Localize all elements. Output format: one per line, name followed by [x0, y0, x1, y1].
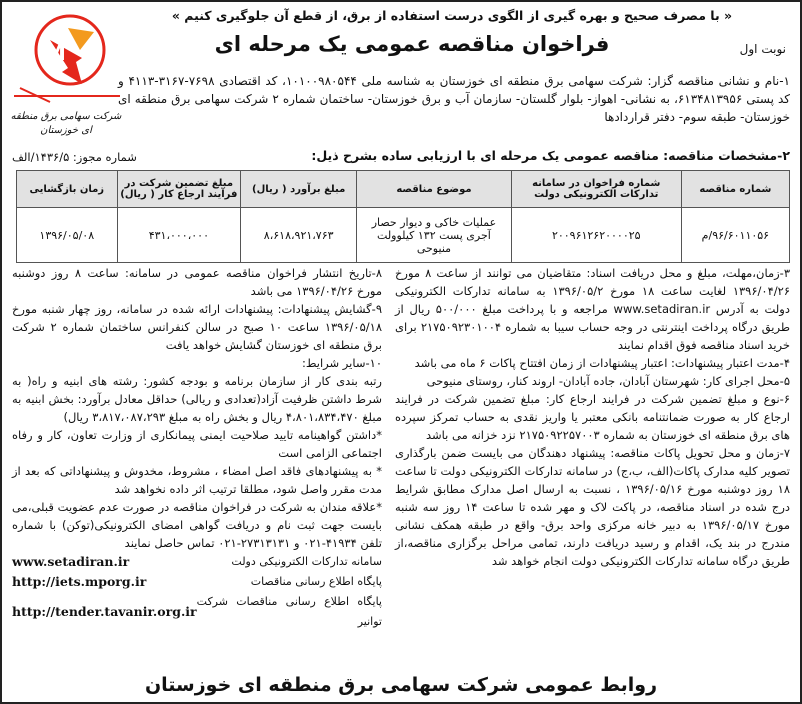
header-opening-date: زمان بازگشایی [17, 171, 118, 208]
cell-subject: عملیات خاکی و دیوار حصار آجری پست ۱۳۲ کیلوولت منیوحی [357, 208, 512, 263]
link-url[interactable]: www.setadiran.ir [12, 554, 130, 569]
header-call-number: شماره فراخوان در سامانه تدارکات الکترونیکی دولت [511, 171, 681, 208]
link-row [12, 552, 382, 572]
link-row [12, 592, 382, 632]
spec-heading: ۲-مشخصات مناقصه: مناقصه عمومی یک مرحله ای با ارزیابی ساده بشرح ذیل: [311, 148, 790, 163]
svg-text:M: M [44, 41, 66, 66]
table-header-row [17, 171, 790, 208]
left-column [12, 264, 382, 632]
section-6: ۶-نوع و مبلغ تضمین شرکت در فرایند ارجاع کار: مبلغ تضمین شرکت در فرایند ارجاع کار به صورت ضمانتنامه بانکی معتبر یا واریز نقدی به حساب تمرکز سپرده های برق منطقه ای خوزستان به شماره ۲۱۷۵۰۹۲۲۵۷۰۰۳ نزد خزانه می باشد [395, 392, 790, 442]
table-row [17, 208, 790, 263]
link-label: پایگاه اطلاع رسانی مناقصات [250, 575, 382, 588]
link-label: سامانه تدارکات الکترونیکی دولت [231, 555, 382, 568]
logo-icon [10, 10, 122, 120]
round-label: نوبت اول [739, 42, 786, 56]
logo-caption: شرکت سهامی برق منطقه ای خوزستان [10, 111, 122, 136]
notice-title: فراخوان مناقصه عمومی یک مرحله ای [214, 32, 610, 56]
section-3: ۳-زمان،مهلت، مبلغ و محل دریافت اسناد: متقاضیان می توانند از ساعت ۸ مورخ ۱۳۹۶/۰۴/۲۶ لغایت ساعت ۱۸ مورخ ۱۳۹۶/۰۵/۲ به سامانه تدارکات الکترونیکی دولت به آدرس www.setadiran.ir مراجعه و با پرداخت مبلغ ۵۰۰/۰۰۰ ریال از طریق درگاه پرداخت اینترنتی در وجه حساب سیبا به شماره ۲۱۷۵۰۹۲۳۰۱۰۰۴ برای خرید اسناد مناقصه فوق اقدام نمایند [395, 266, 790, 352]
section-9: ۹-گشایش پیشنهادات: پیشنهادات ارائه شده در سامانه، روز چهار شنبه مورخ ۱۳۹۶/۰۵/۱۸ ساعت ۱۰ صبح در سالن کنفرانس ساختمان شماره ۲ شرکت برق منطقه ای خوزستان گشایش خواهد یافت [12, 302, 382, 352]
organizer-section: ۱-نام و نشانی مناقصه گزار: شرکت سهامی برق منطقه ای خوزستان به شناسه ملی ۱۰۱۰۰۹۸۰۵۴۴، کد اقتصادی ۷۶۹۸-۳۱۶۷-۴۱۱۳ و کد پستی ۶۱۳۴۸۱۳۹۵۶، به نشانی- اهواز- بلوار گلستان- سازمان آب و برق خوزستان- ساختمان شماره ۲ شرکت سهامی برق منطقه ای خوزستان- طبقه سوم- دفتر قراردادها [118, 74, 790, 124]
right-column [395, 264, 790, 570]
section-10-heading: ۱۰-سایر شرایط: [301, 356, 382, 370]
link-label: پایگاه اطلاع رسانی مناقصات شرکت توانیر [196, 595, 382, 628]
link-url[interactable]: http://tender.tavanir.org.ir [12, 604, 197, 619]
cell-guarantee: ۴۳۱،۰۰۰،۰۰۰ [117, 208, 241, 263]
section-7: ۷-زمان و محل تحویل پاکات مناقصه: پیشنهاد دهندگان می بایست ضمن بارگذاری تصویر کلیه مدارک پاکات(الف، ب،ج) در سامانه تدارکات الکترونیکی دولت تا ساعت ۱۸ روز دوشنبه مورخ ۱۳۹۶/۰۵/۱۶ ، نسبت به ارسال اصل مدارک مطابق شرایط درج شده در اسناد مناقصه، در پاکت لاک و مهر شده تا ساعت ۱۴ روز سه شنبه مورخ ۱۳۹۶/۰۵/۱۷ به دبیر خانه مرکزی واحد برق- واقع در طبقه همکف نشانی مندرج در بند یک، اقدام و رسید دریافت دارند، تمامی مراحل برگزاری مناقصه،از طریق درگاه سامانه تدارکات الکترونیکی دولت انجام خواهد شد [395, 446, 791, 568]
cell-tender-number: ۹۶/۶۰۱۱۰۵۶/م [681, 208, 789, 263]
permit-number: شماره مجوز: ۱۴۳۶/۵/الف [12, 150, 137, 164]
header-estimate: مبلغ برآورد ( ریال) [241, 171, 357, 208]
header-subject: موضوع مناقصه [357, 171, 512, 208]
section-8: ۸-تاریخ انتشار فراخوان مناقصه عمومی در سامانه: ساعت ۸ روز دوشنبه مورخ ۱۳۹۶/۰۴/۲۶ می باشد [12, 266, 383, 298]
link-url[interactable]: http://iets.mporg.ir [12, 574, 147, 589]
condition-signature: * به پیشنهادهای فاقد اصل امضاء ، مشروط، مخدوش و پیشنهاداتی که بعد از مدت مقرر واصل شود، مطلقا ترتیب اثر داده نخواهد شد [12, 464, 382, 496]
cell-opening-date: ۱۳۹۶/۰۵/۰۸ [17, 208, 118, 263]
tender-table [16, 170, 790, 263]
condition-rating: رتبه بندی کار از سازمان برنامه و بودجه کشور: رشته های ابنیه و راه( به شرط داشتن ظرفیت آزاد(تعدادی و ریالی) حداقل معادل برآورد: بخش ابنیه به مبلغ ۴،۸۰۱،۸۳۴،۴۷۰ ریال و بخش راه به مبلغ ۳،۸۱۷،۰۸۷،۲۹۳ ریال) [12, 374, 382, 424]
section-5: ۵-محل اجرای کار: شهرستان آبادان، جاده آبادان- اروند کنار، روستای منیوحی [426, 374, 790, 388]
header-tender-number: شماره مناقصه [681, 171, 789, 208]
header-guarantee: مبلغ تضمین شرکت در فرآیند ارجاع کار ( ریال) [117, 171, 241, 208]
cell-estimate: ۸،۶۱۸،۹۲۱،۷۶۳ [241, 208, 357, 263]
section-4: ۴-مدت اعتبار پیشنهادات: اعتبار پیشنهادات از زمان افتتاح پاکات ۶ ماه می باشد [414, 356, 790, 370]
cell-call-number: ۲۰۰۹۶۱۲۶۲۰۰۰۰۲۵ [511, 208, 681, 263]
slogan: « با مصرف صحیح و بهره گیری از الگوی درست استفاده از برق، از قطع آن جلوگیری کنیم » [171, 8, 733, 23]
footer-public-relations: روابط عمومی شرکت سهامی برق منطقه ای خوزستان [144, 674, 658, 696]
link-row [12, 572, 382, 592]
links-list [12, 552, 382, 632]
condition-registration: *علاقه مندان به شرکت در فراخوان مناقصه در صورت عدم عضویت قبلی،می بایست جهت ثبت نام و دریافت گواهی امضای الکترونیکی(توکن) با شماره تلفن ۴۱۹۳۴-۰۲۱ و ۲۷۳۱۳۱۳۱-۰۲۱ تماس حاصل نمایند [12, 500, 382, 550]
condition-safety: *داشتن گواهینامه تایید صلاحیت ایمنی پیمانکاری از وزارت تعاون، کار و رفاه اجتماعی الزامی است [12, 428, 382, 460]
